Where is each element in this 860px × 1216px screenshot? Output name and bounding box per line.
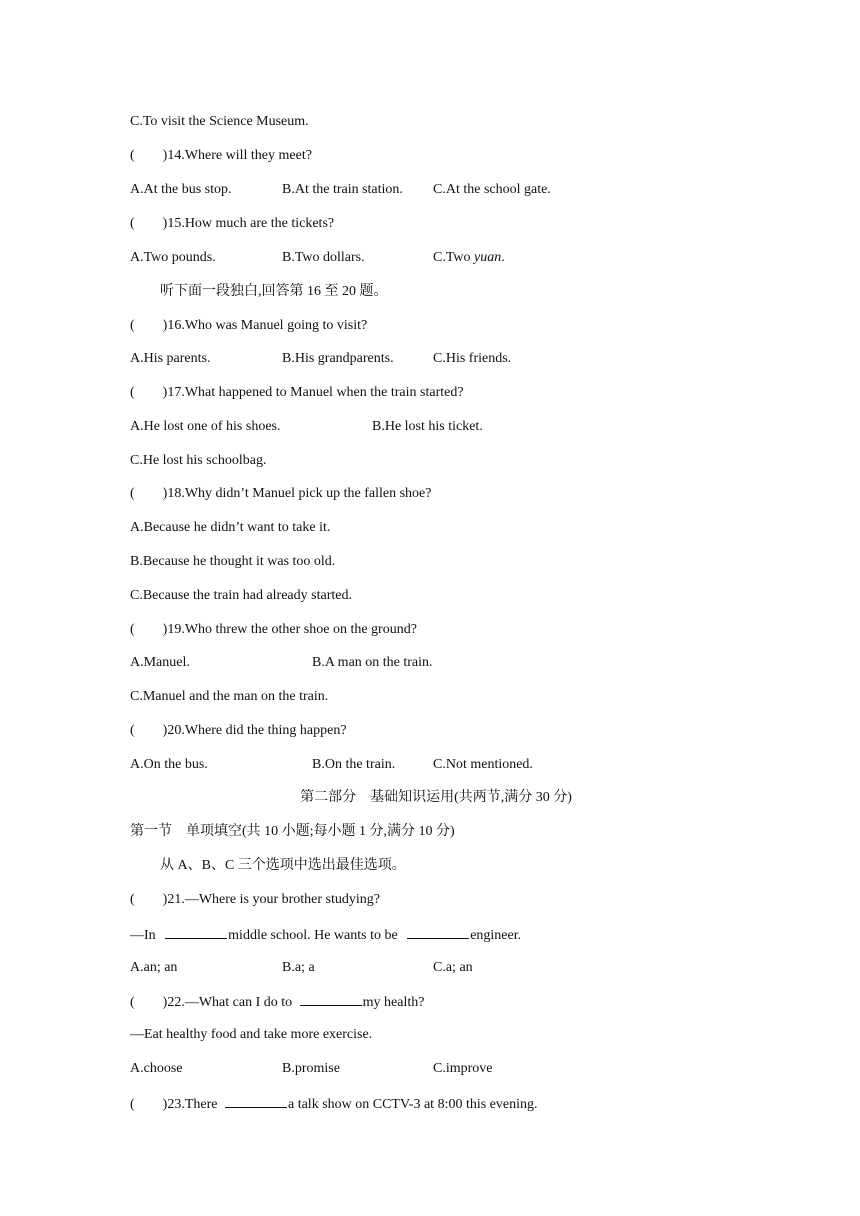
q16-option-b: B.His grandparents. [282, 351, 394, 366]
q17-option-c: C.He lost his schoolbag. [130, 453, 267, 468]
q21-option-c: C.a; an [433, 960, 473, 975]
q21-blank-2 [407, 924, 469, 939]
q17-options-ab [130, 417, 483, 437]
q19-option-b: B.A man on the train. [312, 655, 433, 670]
q18-option-b: B.Because he thought it was too old. [130, 554, 336, 569]
q22-option-c: C.improve [433, 1061, 493, 1076]
q15-options [130, 248, 505, 268]
section1-instruction: 从 A、B、C 三个选项中选出最佳选项。 [160, 858, 406, 873]
q20-option-b: B.On the train. [312, 757, 396, 772]
q21-part3: engineer. [470, 928, 522, 943]
q14-option-c: C.At the school gate. [433, 182, 551, 197]
q17-option-b: B.He lost his ticket. [372, 419, 483, 434]
instruction-16-20: 听下面一段独白,回答第 16 至 20 题。 [160, 284, 388, 299]
q19-options-ab [130, 653, 433, 673]
q21-blank-1 [165, 924, 227, 939]
q17-question [130, 383, 464, 403]
q15c-italic: yuan [474, 250, 502, 265]
q22-blank [300, 991, 362, 1006]
q22-option-b: B.promise [282, 1061, 340, 1076]
q20-option-a: A.On the bus. [130, 757, 208, 772]
q19-option-c: C.Manuel and the man on the train. [130, 689, 329, 704]
q20-options [130, 755, 533, 775]
q17-text: ( )17.What happened to Manuel when the train started? [130, 385, 464, 400]
q14-option-a: A.At the bus stop. [130, 182, 232, 197]
q19-text: ( )19.Who threw the other shoe on the ground? [130, 622, 417, 637]
q23-part2: a talk show on CCTV-3 at 8:00 this evening. [287, 1097, 538, 1112]
q22-option-a: A.choose [130, 1061, 183, 1076]
q22-paren: ( ) [130, 995, 168, 1010]
q16-question [130, 316, 367, 336]
q18-question [130, 484, 431, 504]
q17-option-a: A.He lost one of his shoes. [130, 419, 281, 434]
q21-paren: ( ) [130, 892, 168, 907]
q14-text: ( )14.Where will they meet? [130, 148, 312, 163]
q15-option-a: A.Two pounds. [130, 250, 216, 265]
q22-options [130, 1059, 493, 1079]
q20-option-c: C.Not mentioned. [433, 757, 533, 772]
q20-question [130, 721, 347, 741]
q19-option-a: A.Manuel. [130, 655, 190, 670]
q14-question [130, 146, 312, 166]
q15-text: ( )15.How much are the tickets? [130, 216, 335, 231]
q18-option-a: A.Because he didn’t want to take it. [130, 520, 331, 535]
part2-title: 第二部分 基础知识运用(共两节,满分 30 分) [300, 790, 572, 805]
q22-question [130, 991, 424, 1011]
q14-option-b: B.At the train station. [282, 182, 403, 197]
q21-part1: —In [130, 928, 160, 943]
q16-text: ( )16.Who was Manuel going to visit? [130, 318, 368, 333]
q16-options [130, 349, 512, 369]
q23-part1: 23.There [167, 1097, 221, 1112]
q19-question [130, 620, 417, 640]
q18-option-c: C.Because the train had already started. [130, 588, 352, 603]
q15-option-b: B.Two dollars. [282, 250, 365, 265]
q21-option-a: A.an; an [130, 960, 178, 975]
q14-options [130, 180, 551, 200]
q22-answer-line: —Eat healthy food and take more exercise. [130, 1027, 373, 1042]
q21-answer-line [130, 924, 521, 944]
q18-text: ( )18.Why didn’t Manuel pick up the fallen shoe? [130, 486, 432, 501]
q21-question [130, 890, 380, 910]
q22-part1: 22.—What can I do to [167, 995, 296, 1010]
q21-text: 21.—Where is your brother studying? [167, 892, 381, 907]
q16-option-a: A.His parents. [130, 351, 211, 366]
q21-part2: middle school. He wants to be [228, 928, 402, 943]
q15-question [130, 214, 334, 234]
q22-part2: my health? [362, 995, 425, 1010]
q15c-suffix: . [501, 250, 505, 265]
q21-options [130, 958, 473, 978]
q23-question [130, 1093, 538, 1113]
q23-paren: ( ) [130, 1097, 168, 1112]
q16-option-c: C.His friends. [433, 351, 512, 366]
q23-blank [225, 1093, 287, 1108]
section1-title: 第一节 单项填空(共 10 小题;每小题 1 分,满分 10 分) [130, 824, 455, 839]
q21-option-b: B.a; a [282, 960, 315, 975]
q15c-prefix: C.Two [433, 250, 475, 265]
q13-option-c: C.To visit the Science Museum. [130, 114, 309, 129]
q15-option-c [433, 248, 505, 268]
q20-text: ( )20.Where did the thing happen? [130, 723, 347, 738]
